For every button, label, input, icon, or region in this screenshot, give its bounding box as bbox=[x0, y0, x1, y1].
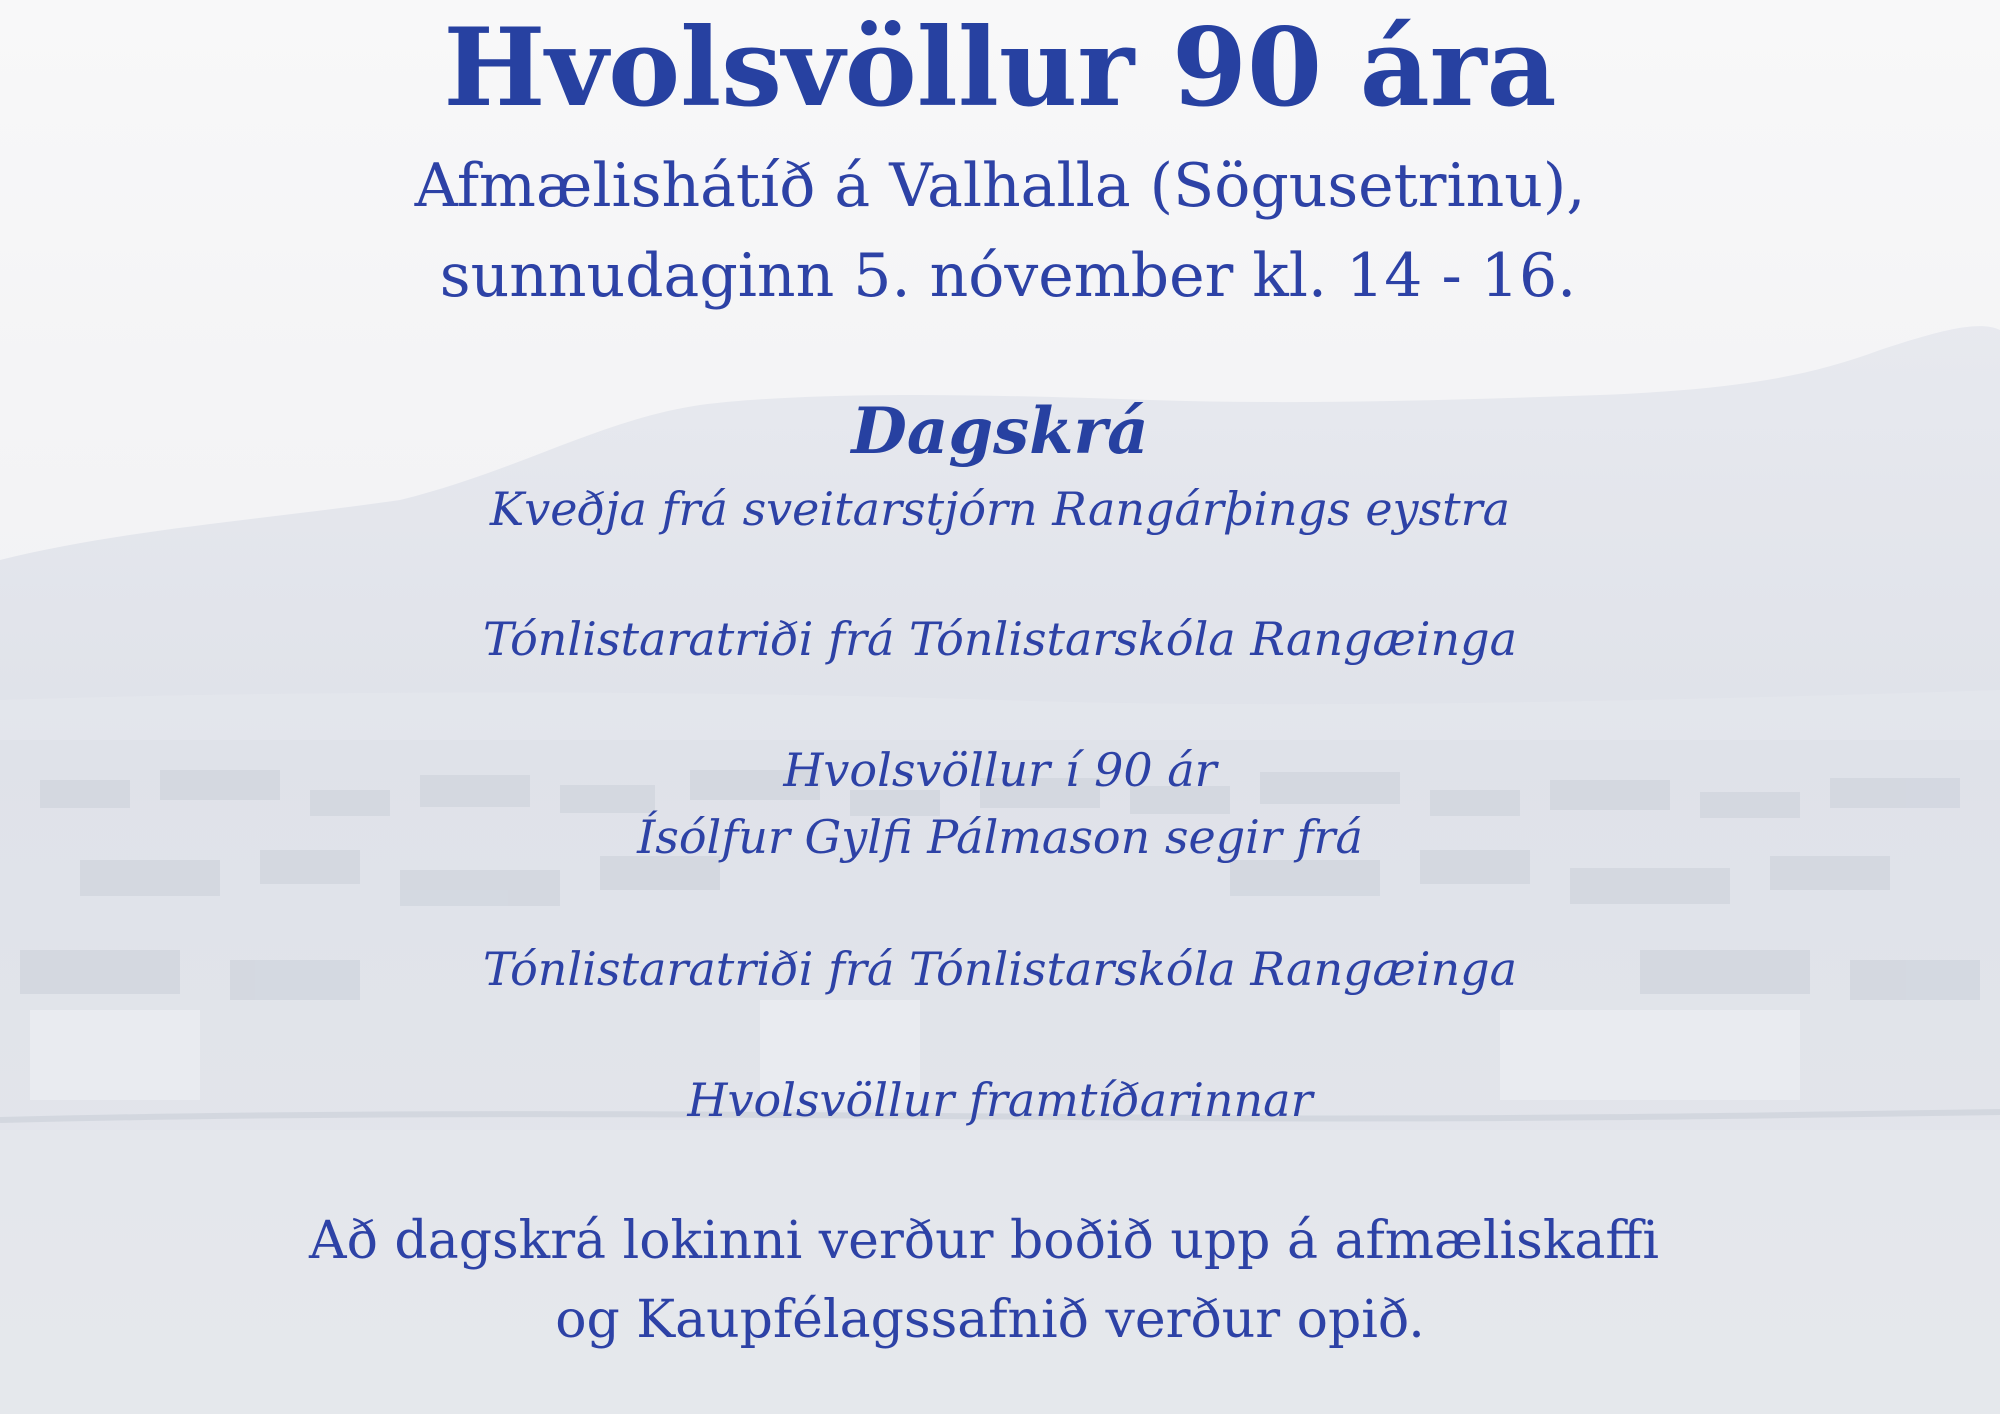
program-item-speaker: Ísólfur Gylfi Pálmason segir frá bbox=[637, 810, 1363, 864]
closing-text-line2: og Kaupfélagssafnið verður opið. bbox=[555, 1290, 1425, 1350]
program-item: Tónlistaratriði frá Tónlistarskóla Rangæinga bbox=[483, 612, 1517, 666]
program-item: Hvolsvöllur í 90 ár bbox=[783, 743, 1217, 797]
program-item: Hvolsvöllur framtíðarinnar bbox=[687, 1073, 1313, 1127]
event-date-time: sunnudaginn 5. nóvember kl. 14 - 16. bbox=[439, 241, 1577, 311]
program-item: Tónlistaratriði frá Tónlistarskóla Rangæinga bbox=[483, 942, 1517, 996]
page-title: Hvolsvöllur 90 ára bbox=[443, 5, 1557, 131]
event-location: Afmælishátíð á Valhalla (Sögusetrinu), bbox=[414, 151, 1586, 221]
program-item: Kveðja frá sveitarstjórn Rangárþings eystra bbox=[489, 482, 1511, 536]
program-heading: Dagskrá bbox=[851, 394, 1149, 469]
closing-text-line1: Að dagskrá lokinni verður boðið upp á afmæliskaffi bbox=[309, 1211, 1659, 1271]
